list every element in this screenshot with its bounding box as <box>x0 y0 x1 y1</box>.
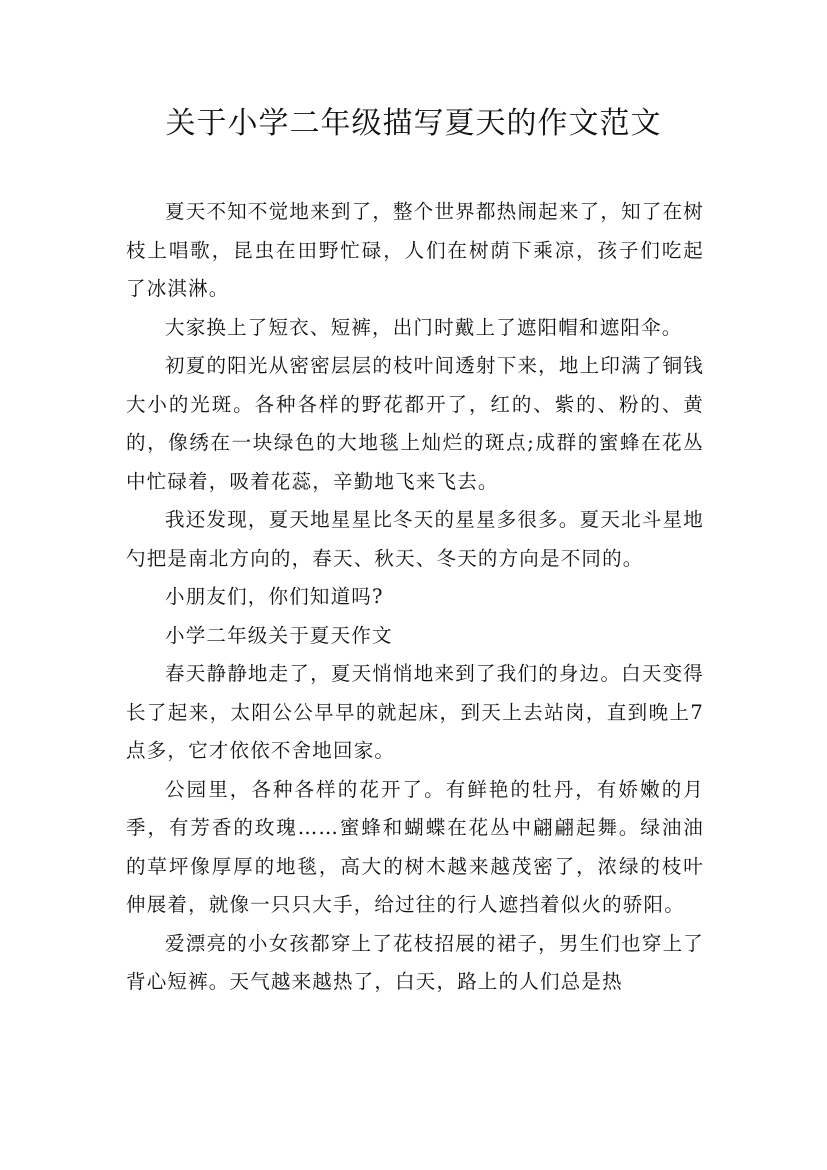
paragraph: 初夏的阳光从密密层层的枝叶间透射下来，地上印满了铜钱大小的光斑。各种各样的野花都开了，红的、紫的、粉的、黄的，像绣在一块绿色的大地毯上灿烂的斑点;成群的蜜蜂在花丛中忙碌着，吸着花蕊，辛勤地飞来飞去。 <box>126 354 704 493</box>
paragraph: 公园里，各种各样的花开了。有鲜艳的牡丹，有娇嫩的月季，有芳香的玫瑰……蜜蜂和蝴蝶在花丛中翩翩起舞。绿油油的草坪像厚厚的地毯，高大的树木越来越茂密了，浓绿的枝叶伸展着，就像一只只大手，给过往的行人遮挡着似火的骄阳。 <box>126 777 704 916</box>
paragraph: 爱漂亮的小女孩都穿上了花枝招展的裙子，男生们也穿上了背心短裤。天气越来越热了，白天，路上的人们总是热 <box>126 931 704 993</box>
section-heading: 小学二年级关于夏天作文 <box>165 623 393 647</box>
document-body <box>126 193 704 1002</box>
paragraph: 小朋友们，你们知道吗? <box>165 585 384 608</box>
paragraph: 夏天不知不觉地来到了，整个世界都热闹起来了，知了在树枝上唱歌，昆虫在田野忙碌，人们在树荫下乘凉，孩子们吃起了冰淇淋。 <box>126 200 704 300</box>
document-title: 关于小学二年级描写夏天的作文范文 <box>165 106 662 141</box>
paragraph: 春天静静地走了，夏天悄悄地来到了我们的身边。白天变得长了起来，太阳公公早早的就起床，到天上去站岗，直到晚上7点多，它才依依不舍地回家。 <box>126 662 704 762</box>
paragraph: 我还发现，夏天地星星比冬天的星星多很多。夏天北斗星地勺把是南北方向的，春天、秋天、冬天的方向是不同的。 <box>126 508 704 570</box>
paragraph: 大家换上了短衣、短裤，出门时戴上了遮阳帽和遮阳伞。 <box>165 315 683 339</box>
